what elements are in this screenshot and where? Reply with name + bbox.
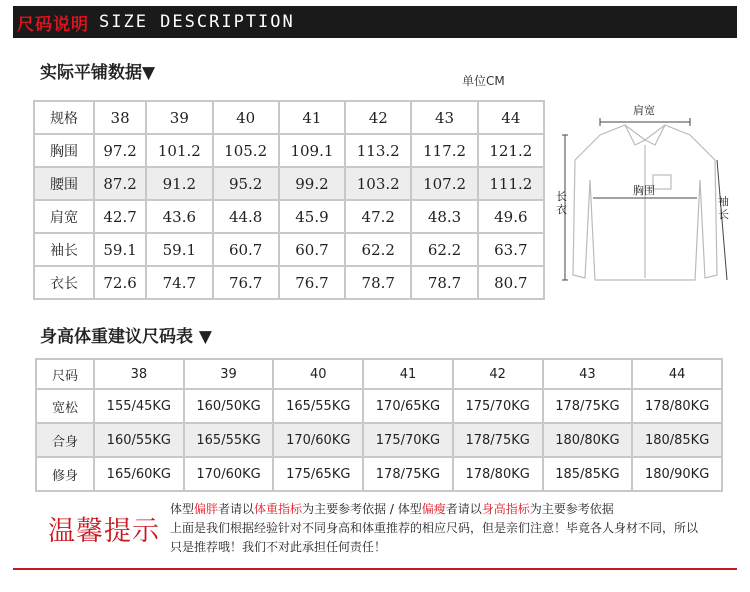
- flat-cell: 78.7: [411, 266, 477, 299]
- suggest-cell: 178/75KG: [363, 457, 453, 491]
- suggest-cell: 170/60KG: [273, 423, 363, 457]
- header-bar: [13, 6, 737, 38]
- size-suggestion-table: [35, 358, 723, 492]
- suggest-cell: 185/85KG: [543, 457, 633, 491]
- flat-corner-cell: 规格: [34, 101, 94, 134]
- suggest-cell: 180/90KG: [632, 457, 722, 491]
- flat-size-header: 44: [478, 101, 544, 134]
- flat-row: [34, 266, 544, 299]
- shoulder-label: 肩宽: [633, 104, 655, 117]
- flat-cell: 59.1: [146, 233, 212, 266]
- suggest-row-label: 合身: [36, 423, 94, 457]
- flat-row-label: 衣长: [34, 266, 94, 299]
- flat-cell: 80.7: [478, 266, 544, 299]
- flat-measurement-table: [33, 100, 545, 300]
- flat-row: [34, 167, 544, 200]
- flat-cell: 109.1: [279, 134, 345, 167]
- flat-size-header: 43: [411, 101, 477, 134]
- suggest-cell: 180/85KG: [632, 423, 722, 457]
- flat-cell: 62.2: [411, 233, 477, 266]
- suggest-cell: 178/80KG: [632, 389, 722, 423]
- flat-cell: 42.7: [94, 200, 146, 233]
- flat-cell: 78.7: [345, 266, 411, 299]
- suggest-cell: 178/75KG: [543, 389, 633, 423]
- flat-cell: 76.7: [213, 266, 279, 299]
- flat-size-header: 39: [146, 101, 212, 134]
- flat-cell: 74.7: [146, 266, 212, 299]
- flat-cell: 44.8: [213, 200, 279, 233]
- flat-cell: 45.9: [279, 200, 345, 233]
- suggest-cell: 178/75KG: [453, 423, 543, 457]
- suggest-row: [36, 423, 722, 457]
- suggest-cell: 175/70KG: [453, 389, 543, 423]
- suggest-size-header: 42: [453, 359, 543, 389]
- suggest-cell: 155/45KG: [94, 389, 184, 423]
- flat-row-label: 腰围: [34, 167, 94, 200]
- suggest-cell: 160/55KG: [94, 423, 184, 457]
- suggest-header-row: [36, 359, 722, 389]
- suggest-cell: 178/80KG: [453, 457, 543, 491]
- tips-line-1: 体型偏胖者请以体重指标为主要参考依据 / 体型偏瘦者请以身高指标为主要参考依据: [170, 502, 614, 516]
- suggest-cell: 165/60KG: [94, 457, 184, 491]
- flat-row: [34, 233, 544, 266]
- flat-cell: 60.7: [279, 233, 345, 266]
- suggest-cell: 180/80KG: [543, 423, 633, 457]
- flat-row-label: 袖长: [34, 233, 94, 266]
- flat-cell: 117.2: [411, 134, 477, 167]
- suggest-size-header: 41: [363, 359, 453, 389]
- suggest-size-header: 40: [273, 359, 363, 389]
- suggest-cell: 175/70KG: [363, 423, 453, 457]
- suggest-cell: 160/50KG: [184, 389, 274, 423]
- shirt-diagram: [555, 100, 735, 300]
- tips-line-2: 上面是我们根据经验针对不同身高和体重推荐的相应尺码，但是亲们注意！毕竟各人身材不同，所以只是推荐哦！我们不对此承担任何责任！: [170, 521, 699, 554]
- suggest-row-label: 宽松: [36, 389, 94, 423]
- suggest-corner-cell: 尺码: [36, 359, 94, 389]
- flat-cell: 60.7: [213, 233, 279, 266]
- bottom-divider: [13, 568, 737, 570]
- suggest-size-header: 43: [543, 359, 633, 389]
- suggest-cell: 175/65KG: [273, 457, 363, 491]
- suggest-row: [36, 457, 722, 491]
- tips-title: 温馨提示: [48, 516, 160, 547]
- suggest-cell: 170/60KG: [184, 457, 274, 491]
- suggest-size-header: 39: [184, 359, 274, 389]
- flat-cell: 48.3: [411, 200, 477, 233]
- flat-row: [34, 134, 544, 167]
- flat-header-row: [34, 101, 544, 134]
- flat-cell: 62.2: [345, 233, 411, 266]
- flat-cell: 113.2: [345, 134, 411, 167]
- suggest-cell: 165/55KG: [273, 389, 363, 423]
- flat-size-header: 42: [345, 101, 411, 134]
- flat-cell: 47.2: [345, 200, 411, 233]
- suggest-size-header: 44: [632, 359, 722, 389]
- flat-cell: 95.2: [213, 167, 279, 200]
- suggest-row-label: 修身: [36, 457, 94, 491]
- flat-cell: 76.7: [279, 266, 345, 299]
- flat-row-label: 胸围: [34, 134, 94, 167]
- chest-label: 胸围: [633, 184, 655, 197]
- flat-cell: 101.2: [146, 134, 212, 167]
- header-title-en: SIZE DESCRIPTION: [99, 12, 295, 32]
- flat-cell: 43.6: [146, 200, 212, 233]
- length-label: 长衣: [556, 190, 567, 216]
- flat-cell: 72.6: [94, 266, 146, 299]
- flat-cell: 103.2: [345, 167, 411, 200]
- flat-cell: 49.6: [478, 200, 544, 233]
- flat-row: [34, 200, 544, 233]
- suggest-row: [36, 389, 722, 423]
- flat-cell: 105.2: [213, 134, 279, 167]
- flat-section-title: 实际平铺数据▼: [40, 63, 156, 83]
- flat-size-header: 40: [213, 101, 279, 134]
- flat-size-header: 38: [94, 101, 146, 134]
- unit-label: 单位CM: [462, 74, 505, 88]
- suggest-size-header: 38: [94, 359, 184, 389]
- flat-cell: 87.2: [94, 167, 146, 200]
- suggest-cell: 170/65KG: [363, 389, 453, 423]
- flat-cell: 121.2: [478, 134, 544, 167]
- tips-text: [170, 500, 700, 557]
- header-title-cn: 尺码说明: [17, 14, 89, 35]
- flat-cell: 63.7: [478, 233, 544, 266]
- sleeve-label: 袖长: [718, 195, 729, 221]
- suggest-section-title: 身高体重建议尺码表 ▼: [40, 327, 212, 347]
- flat-cell: 107.2: [411, 167, 477, 200]
- suggest-cell: 165/55KG: [184, 423, 274, 457]
- flat-size-header: 41: [279, 101, 345, 134]
- flat-row-label: 肩宽: [34, 200, 94, 233]
- flat-cell: 91.2: [146, 167, 212, 200]
- flat-cell: 59.1: [94, 233, 146, 266]
- flat-cell: 99.2: [279, 167, 345, 200]
- flat-cell: 97.2: [94, 134, 146, 167]
- flat-cell: 111.2: [478, 167, 544, 200]
